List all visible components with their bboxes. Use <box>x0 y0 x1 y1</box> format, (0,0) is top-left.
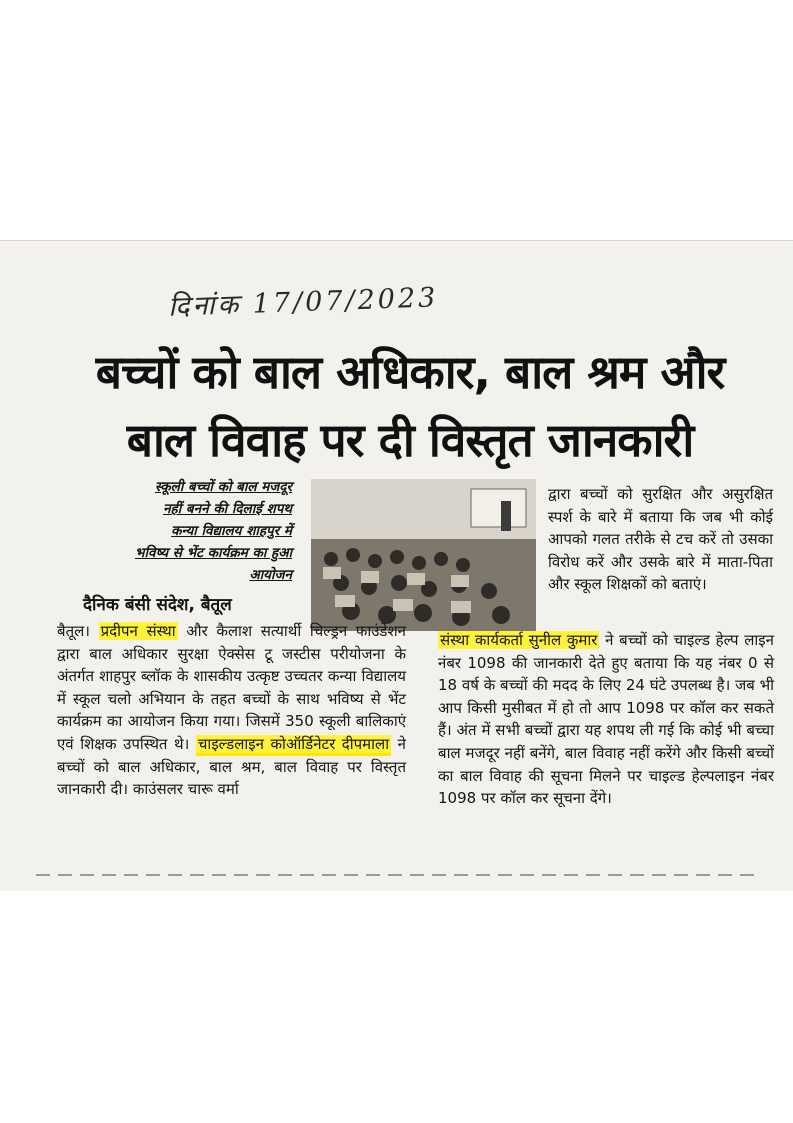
subheading-line: आयोजन <box>249 567 292 583</box>
highlighted-worker: संस्था कार्यकर्ता सुनील कुमार <box>440 631 598 649</box>
classroom-photo <box>311 479 536 631</box>
body-text: ने बच्चों को बाल अधिकार, बाल श्रम, बाल विवाह पर विस्तृत जानकारी दी। काउंसलर चारू वर्मा <box>57 734 406 799</box>
paragraph: द्वारा बच्चों को सुरक्षित और असुरक्षित स्पर्श के बारे में बताया कि जब भी कोई आपको गलत तरीके से टच करें तो उसका विरोध करें और उसके बारे में माता-पिता और स्कूल शिक्षकों को बताएं। <box>548 485 773 594</box>
body-text: और कैलाश सत्यार्थी चिल्ड्रन फाउंडेशन द्वारा बाल अधिकार सुरक्षा ऐक्सेस टू जस्टीस परीयोजना के अंतर्गत शाहपुर ब्लॉक के शासकीय उत्कृष्ट उच्चतर कन्या विद्यालय में स्कूल चलो अभियान के तहत बच्चों के साथ भविष्य से भेंट कार्यक्रम का आयोजन किया गया। जिसमें 350 स्कूली बालिकाएं एवं शिक्षक उपस्थित थे। <box>57 622 406 753</box>
divider <box>36 874 756 876</box>
article-column-right-top <box>548 483 773 596</box>
highlighted-org: प्रदीपन संस्था <box>100 622 176 640</box>
body-text: ने बच्चों को चाइल्ड हेल्प लाइन नंबर 1098 की जानकारी देते हुए बताया कि यह नंबर 0 से 18 वर्ष के बच्चों की मदद के लिए 24 घंटे उपलब्ध है। जब भी आप किसी मुसीबत में हो तो आप 1098 पर कॉल कर सकते हैं। अंत में सभी बच्चों द्वारा यह शपथ ली गई कि कोई भी बच्चा बाल मजदूर नहीं बनेंगे, बाल विवाह नहीं करेंगे और किसी बच्चों का बाल विवाह की सूचना मिलने पर चाइल्ड हेल्पलाइन नंबर 1098 पर कॉल कर सूचना देंगे। <box>438 631 775 808</box>
dateline: बैतूल। <box>57 622 90 640</box>
paragraph <box>57 620 406 801</box>
subheading-line: कन्या विद्यालय शाहपुर में <box>171 523 292 539</box>
paragraph <box>438 629 774 810</box>
source-credit: दैनिक बंसी संदेश, बैतूल <box>83 595 232 615</box>
article-column-left <box>57 620 406 801</box>
subheading <box>62 476 292 586</box>
article-column-right <box>438 629 774 810</box>
highlighted-coordinator: चाइल्डलाइन कोऑर्डिनेटर दीपमाला <box>196 735 391 756</box>
headline-line-1: बच्चों को बाल अधिकार, बाल श्रम और <box>95 345 725 399</box>
subheading-line: भविष्य से भेंट कार्यक्रम का हुआ <box>134 545 292 561</box>
subheading-line: नहीं बनने की दिलाई शपथ <box>163 501 292 517</box>
subheading-line: स्कूली बच्चों को बाल मजदूर <box>155 479 292 495</box>
handwritten-date: दिनांक 17/07/2023 <box>167 282 439 323</box>
headline-line-2: बाल विवाह पर दी विस्तृत जानकारी <box>126 413 694 467</box>
